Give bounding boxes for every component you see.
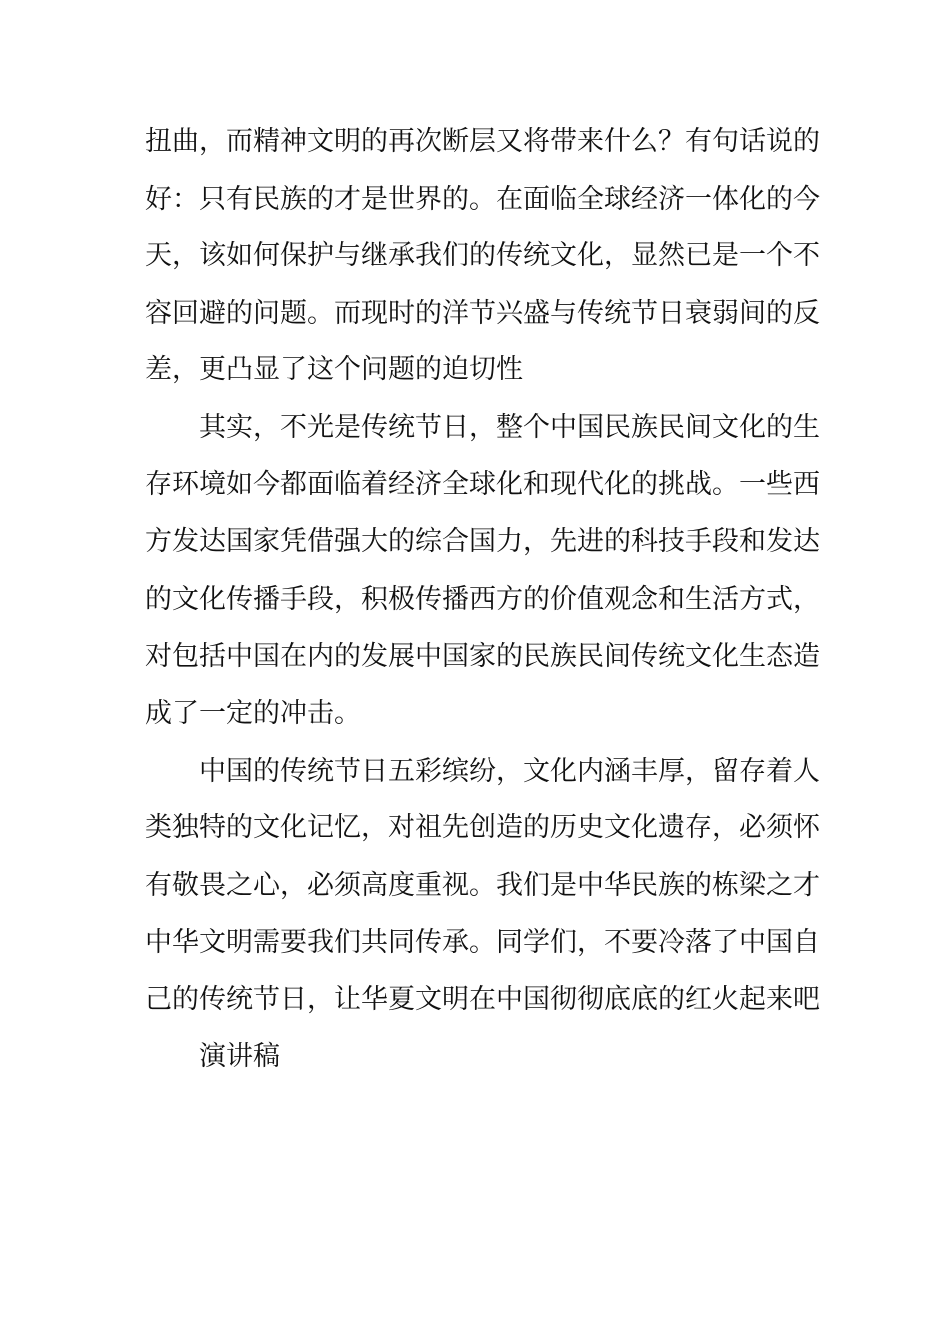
paragraph-3-line-5: 己的传统节日，让华夏文明在中国彻彻底底的红火起来吧 [145,984,820,1015]
paragraph-2-line-1: 其实，不光是传统节日，整个中国民族民间文化的生 [199,412,820,443]
paragraph-3-line-1: 中国的传统节日五彩缤纷，文化内涵丰厚，留存着人 [199,756,820,787]
paragraph-2-line-5: 对包括中国在内的发展中国家的民族民间传统文化生态造 [145,641,820,672]
paragraph-3-line-3: 有敬畏之心，必须高度重视。我们是中华民族的栋梁之才 [145,870,820,901]
paragraph-1-line-3: 天，该如何保护与继承我们的传统文化，显然已是一个不 [145,240,820,271]
paragraph-1-line-4: 容回避的问题。而现时的洋节兴盛与传统节日衰弱间的反 [145,298,820,329]
paragraph-2-line-6: 成了一定的冲击。 [145,698,361,729]
paragraph-3-line-2: 类独特的文化记忆，对祖先创造的历史文化遗存，必须怀 [145,812,820,843]
paragraph-1-line-5: 差，更凸显了这个问题的迫切性 [145,354,523,385]
paragraph-2-line-2: 存环境如今都面临着经济全球化和现代化的挑战。一些西 [145,469,820,500]
paragraph-2-line-3: 方发达国家凭借强大的综合国力，先进的科技手段和发达 [145,526,820,557]
paragraph-2-line-4: 的文化传播手段，积极传播西方的价值观念和生活方式， [145,584,820,615]
paragraph-3-line-4: 中华文明需要我们共同传承。同学们，不要冷落了中国自 [145,927,820,958]
paragraph-1-line-1: 扭曲，而精神文明的再次断层又将带来什么？有句话说的 [145,126,820,157]
paragraph-1-line-2: 好：只有民族的才是世界的。在面临全球经济一体化的今 [145,184,820,215]
document-signature: 演讲稿 [199,1041,280,1072]
